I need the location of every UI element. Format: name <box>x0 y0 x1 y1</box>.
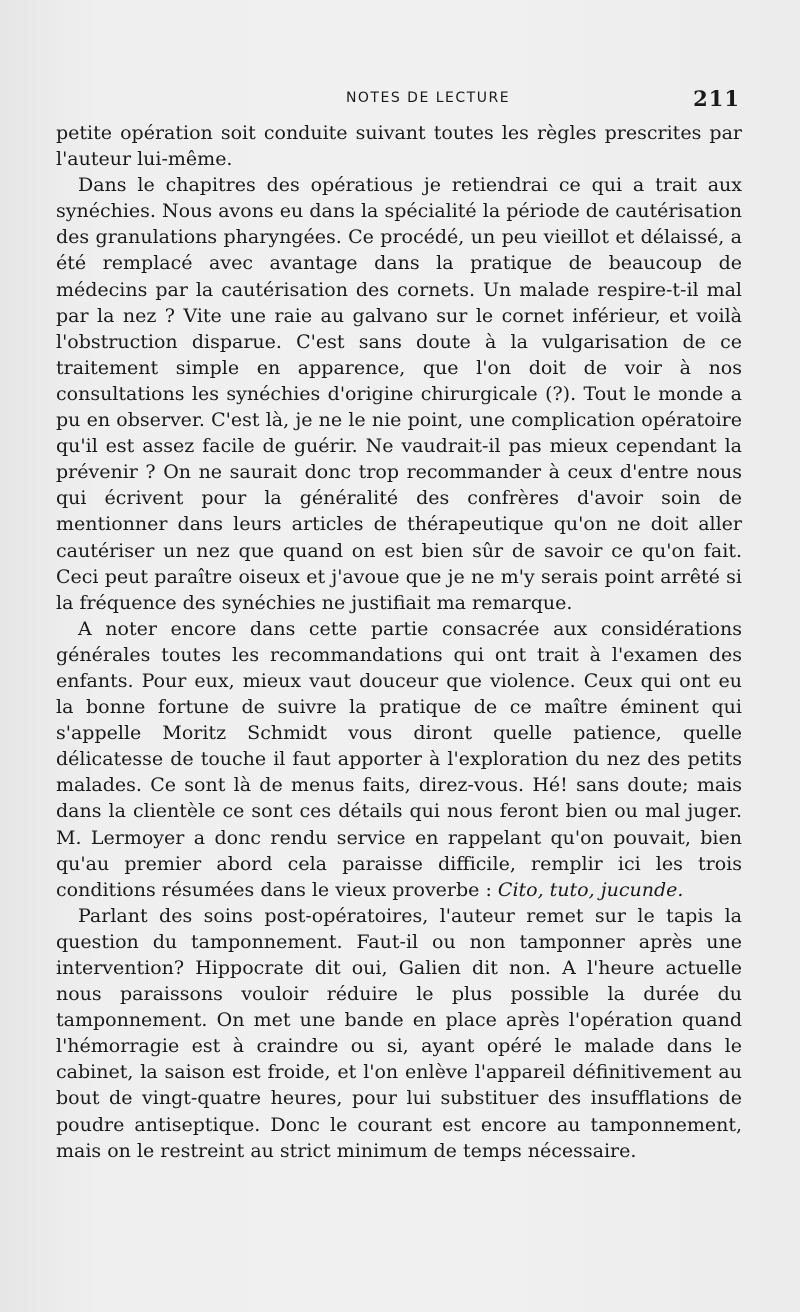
running-title: NOTES DE LECTURE <box>345 90 511 106</box>
paragraph-4: Parlant des soins post-opératoires, l'auteur remet sur le tapis la question du tamponnement. Faut-il ou non tamponner après une intervention? Hippocrate dit oui, Galien dit non. A l'heure actuelle nous paraissons vouloir réduire le plus possible la durée du tamponnement. On met une bande en place après l'opération quand l'hémorragie est à craindre ou si, ayant opéré le malade dans le cabinet, la saison est froide, et l'on enlève l'appareil définitivement au bout de vingt-quatre heures, pour lui substituer des insufflations de poudre antiseptique. Donc le courant est encore au tamponnement, mais on le restreint au strict minimum de temps nécessaire. <box>56 904 742 1162</box>
paragraph-1: petite opération soit conduite suivant toutes les règles prescrites par l'auteur lui-même. <box>56 122 742 171</box>
page-header <box>56 86 740 114</box>
proverb: Cito, tuto, jucunde. <box>497 878 684 901</box>
paragraph-3-text: A noter encore dans cette partie consacrée aux considérations générales toutes les recommandations qui ont trait à l'examen des enfants. Pour eux, mieux vaut douceur que violence. Ceux qui ont eu la bonne fortune de suivre la pratique de ce maître éminent qui s'appelle Moritz Schmidt vous diront quelle patience, quelle délicatesse de touche il faut apporter à l'exploration du nez des petits malades. Ce sont là de menus faits, direz-vous. Hé! sans doute; mais dans la clientèle ce sont ces détails qui nous feront bien ou mal juger. M. Lermoyer a donc rendu service en rappelant qu'on pouvait, bien qu'au premier abord cela paraisse difficile, remplir ici les trois conditions résumées dans le vieux proverbe : <box>56 617 742 901</box>
page-number: 211 <box>693 86 740 111</box>
body-text <box>56 120 742 1164</box>
paragraph-2: Dans le chapitres des opératious je retiendrai ce qui a trait aux synéchies. Nous avons eu dans la spécialité la période de cautérisation des granulations pharyngées. Ce procédé, un peu vieillot et délaissé, a été remplacé avec avantage dans la pratique de beaucoup de médecins par la cautérisation des cornets. Un malade respire-t-il mal par la nez ? Vite une raie au galvano sur le cornet inférieur, et voilà l'obstruction disparue. C'est sans doute à la vulgarisation de ce traitement simple en apparence, que l'on doit de voir à nos consultations les synéchies d'origine chirurgicale (?). Tout le monde a pu en observer. C'est là, je ne le nie point, une complication opératoire qu'il est assez facile de guérir. Ne vaudrait-il pas mieux cependant la prévenir ? On ne saurait donc trop recommander à ceux d'entre nous qui écrivent pour la généralité des confrères d'avoir soin de mentionner dans leurs articles de thérapeutique qu'on ne doit aller cautériser un nez que quand on est bien sûr de savoir ce qu'on fait. Ceci peut paraître oiseux et j'avoue que je ne m'y serais point arrêté si la fréquence des synéchies ne justifiait ma remarque. <box>56 174 742 614</box>
paragraph-3 <box>56 616 742 903</box>
